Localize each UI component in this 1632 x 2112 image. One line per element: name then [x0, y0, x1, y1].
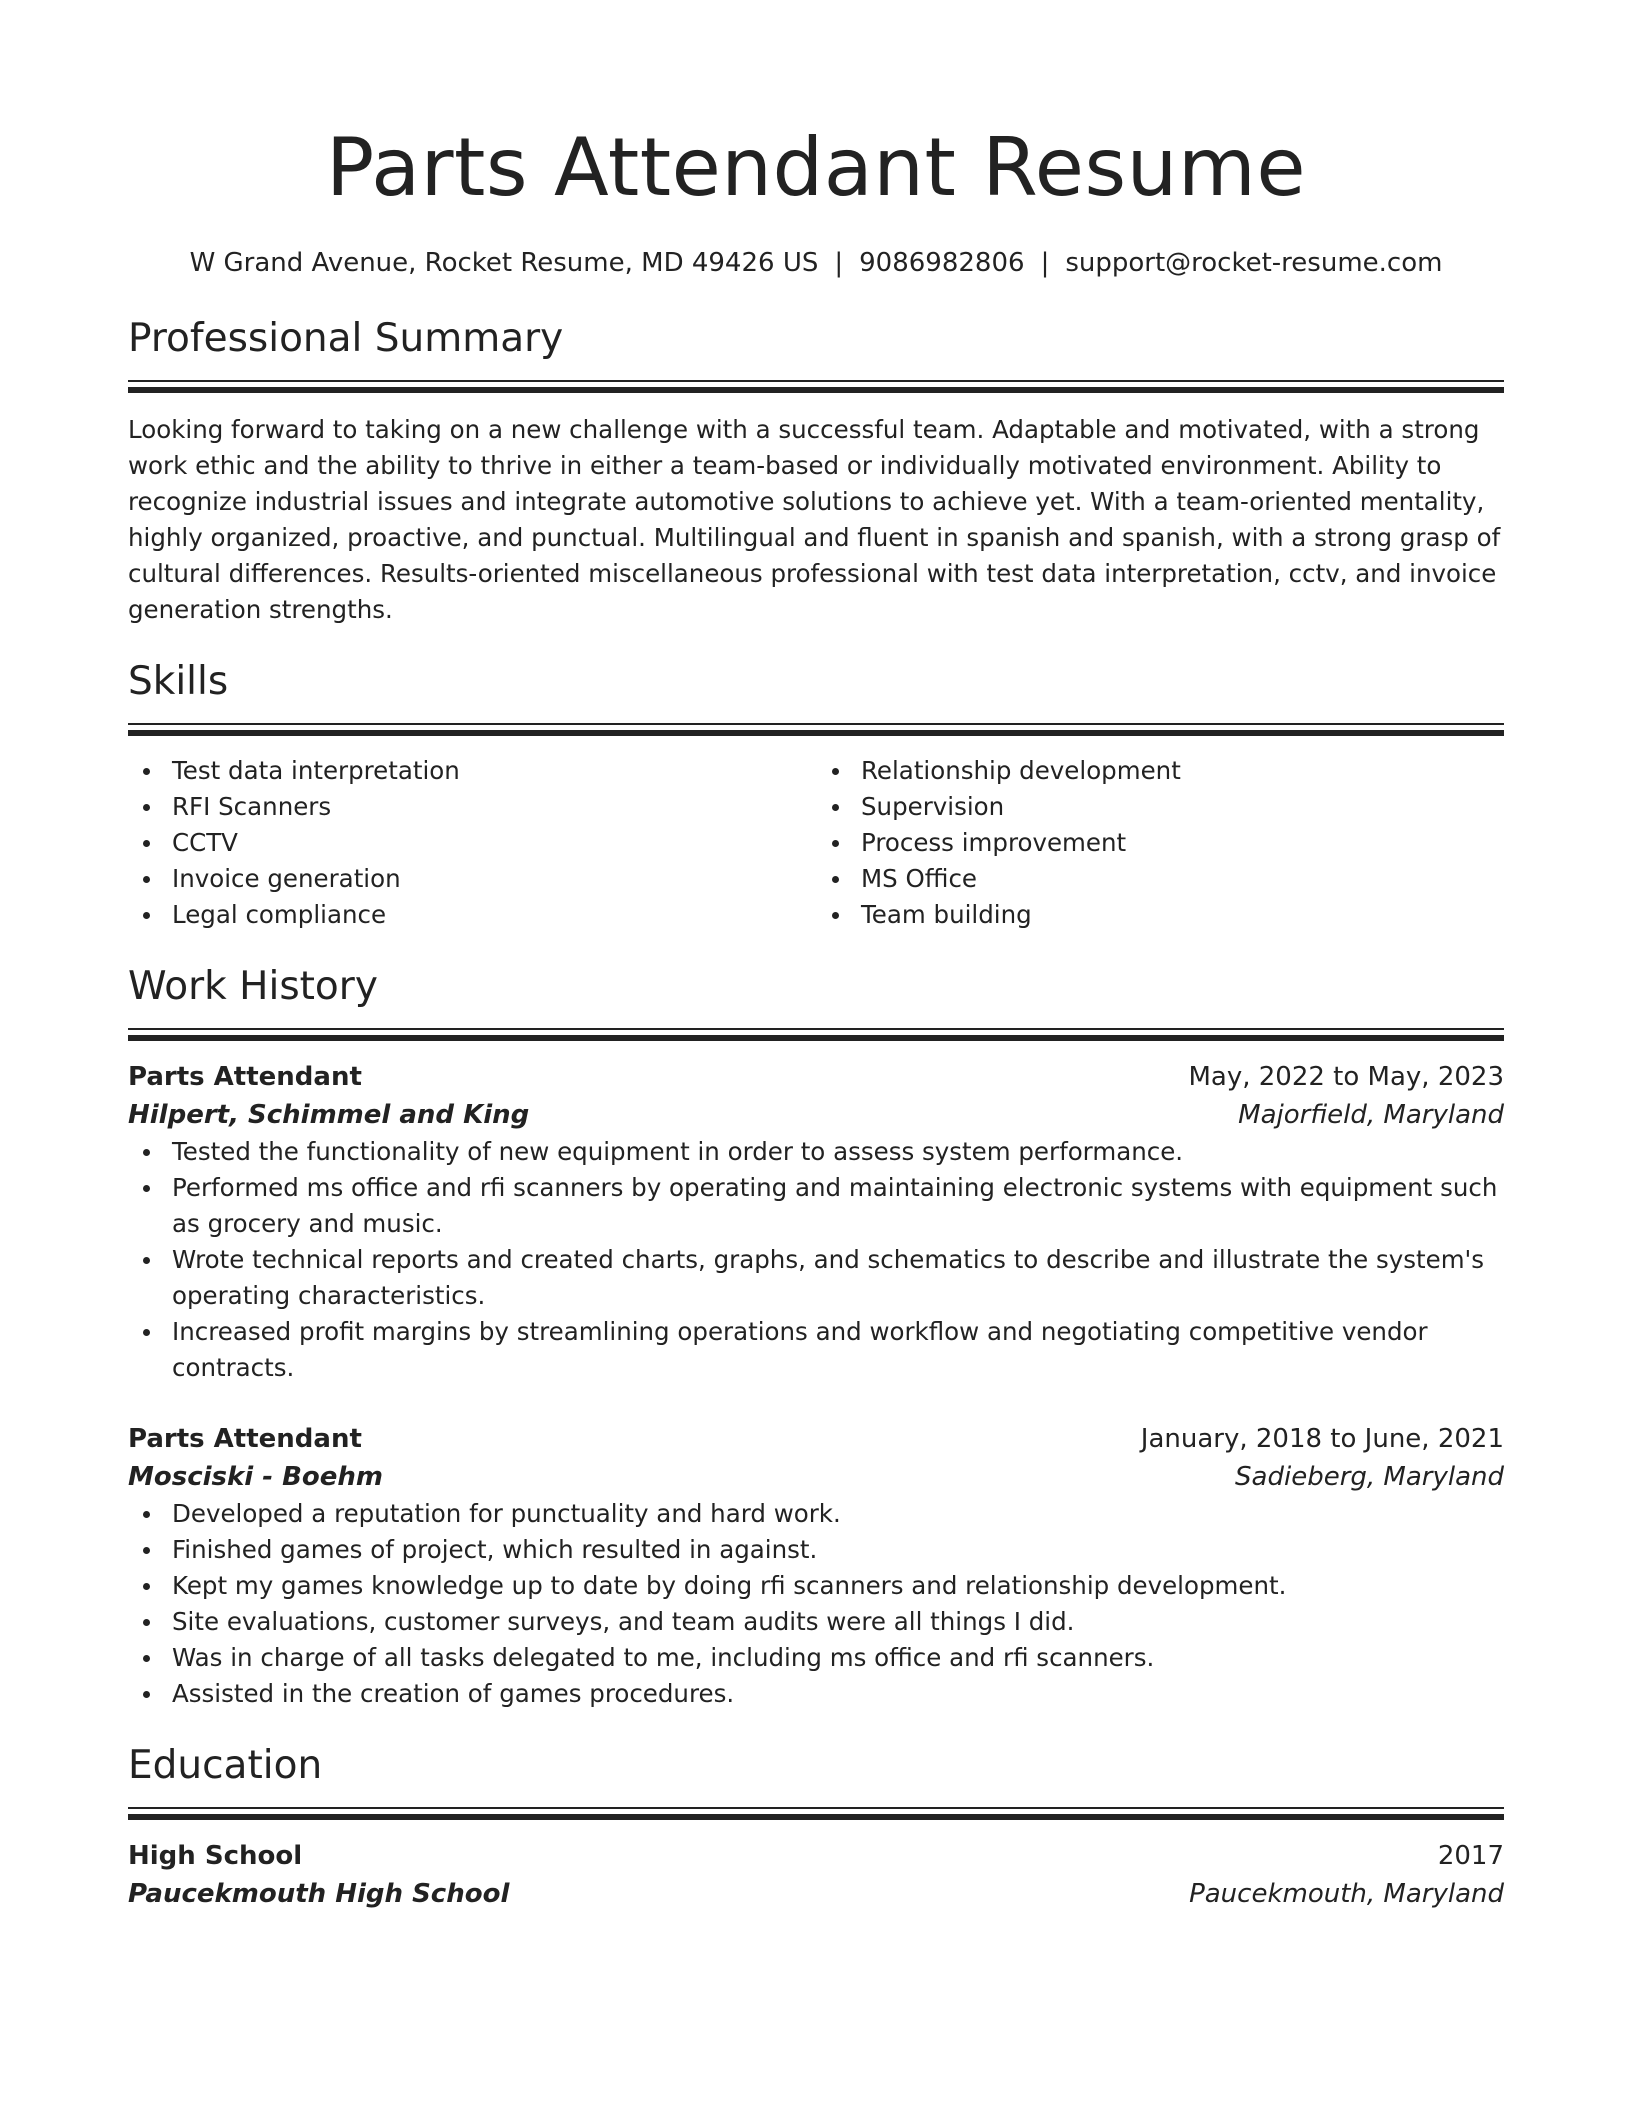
job-bullet: Performed ms office and rfi scanners by operating and maintaining electronic systems with equipment such as grocery and music.	[128, 1170, 1504, 1242]
section-title-skills: Skills	[128, 659, 229, 704]
section-divider	[128, 1028, 1504, 1040]
job-bullet: Site evaluations, customer surveys, and team audits were all things I did.	[128, 1604, 1504, 1640]
education-school: Paucekmouth High School	[128, 1879, 510, 1909]
education-degree: High School	[128, 1841, 303, 1871]
job-company: Hilpert, Schimmel and King	[128, 1100, 530, 1130]
job-title: Parts Attendant	[128, 1062, 362, 1092]
skill-item: MS Office	[817, 861, 1504, 897]
skill-item: Test data interpretation	[128, 753, 815, 789]
section-title-summary: Professional Summary	[128, 316, 564, 361]
skill-item: Relationship development	[817, 753, 1504, 789]
contact-separator: |	[834, 248, 844, 278]
job-entry	[128, 1420, 1504, 1712]
job-bullets	[128, 1496, 1504, 1712]
job-bullets	[128, 1134, 1504, 1386]
job-bullet: Wrote technical reports and created charts, graphs, and schematics to describe and illustrate the system's operating characteristics.	[128, 1242, 1504, 1314]
job-dates: May, 2022 to May, 2023	[1188, 1062, 1504, 1092]
skill-item: Team building	[817, 897, 1504, 933]
education-year: 2017	[1437, 1841, 1504, 1871]
education-header	[128, 1837, 1504, 1875]
work-history-section	[128, 964, 1504, 1712]
section-divider	[128, 1807, 1504, 1819]
skills-list-left	[128, 753, 815, 933]
job-location: Majorfield, Maryland	[1238, 1100, 1504, 1130]
skills-list-right	[815, 753, 1504, 933]
skill-item: Process improvement	[817, 825, 1504, 861]
job-bullet: Increased profit margins by streamlining operations and workflow and negotiating competitive vendor contracts.	[128, 1314, 1504, 1386]
job-bullet: Was in charge of all tasks delegated to me, including ms office and rfi scanners.	[128, 1640, 1504, 1676]
job-location: Sadieberg, Maryland	[1235, 1462, 1504, 1492]
education-section	[128, 1743, 1504, 1913]
job-bullet: Kept my games knowledge up to date by doing rfi scanners and relationship development.	[128, 1568, 1504, 1604]
contact-line	[128, 250, 1504, 276]
contact-phone: 9086982806	[859, 248, 1025, 278]
job-dates: January, 2018 to June, 2021	[1140, 1424, 1504, 1454]
skill-item: Supervision	[817, 789, 1504, 825]
job-company: Mosciski - Boehm	[128, 1462, 384, 1492]
education-entry	[128, 1837, 1504, 1913]
skill-item: Invoice generation	[128, 861, 815, 897]
job-subheader	[128, 1458, 1504, 1496]
education-subheader	[128, 1875, 1504, 1913]
education-location: Paucekmouth, Maryland	[1189, 1879, 1504, 1909]
summary-section	[128, 316, 1504, 628]
job-header	[128, 1058, 1504, 1096]
job-bullet: Developed a reputation for punctuality and hard work.	[128, 1496, 1504, 1532]
contact-address: W Grand Avenue, Rocket Resume, MD 49426 US	[189, 248, 819, 278]
summary-text: Looking forward to taking on a new challenge with a successful team. Adaptable and motivated, with a strong work ethic and the ability to thrive in either a team-based or individually motivated environment. Ability to recognize industrial issues and integrate automotive solutions to achieve yet. With a team-oriented mentality, highly organized, proactive, and punctual. Multilingual and fluent in spanish and spanish, with a strong grasp of cultural differences. Results-oriented miscellaneous professional with test data interpretation, cctv, and invoice generation strengths.	[128, 415, 1501, 624]
skill-item: CCTV	[128, 825, 815, 861]
section-divider	[128, 380, 1504, 392]
section-title-education: Education	[128, 1743, 323, 1788]
section-divider	[128, 723, 1504, 735]
skills-grid	[128, 753, 1504, 933]
skill-item: Legal compliance	[128, 897, 815, 933]
job-entry	[128, 1058, 1504, 1386]
section-title-work-history: Work History	[128, 964, 378, 1009]
skill-item: RFI Scanners	[128, 789, 815, 825]
contact-email: support@rocket-resume.com	[1065, 248, 1443, 278]
contact-separator: |	[1040, 248, 1050, 278]
job-title: Parts Attendant	[128, 1424, 362, 1454]
job-header	[128, 1420, 1504, 1458]
job-subheader	[128, 1096, 1504, 1134]
job-bullet: Finished games of project, which resulted in against.	[128, 1532, 1504, 1568]
job-bullet: Tested the functionality of new equipment in order to assess system performance.	[128, 1134, 1504, 1170]
job-bullet: Assisted in the creation of games procedures.	[128, 1676, 1504, 1712]
skills-section	[128, 659, 1504, 933]
resume-title: Parts Attendant Resume	[325, 121, 1307, 214]
